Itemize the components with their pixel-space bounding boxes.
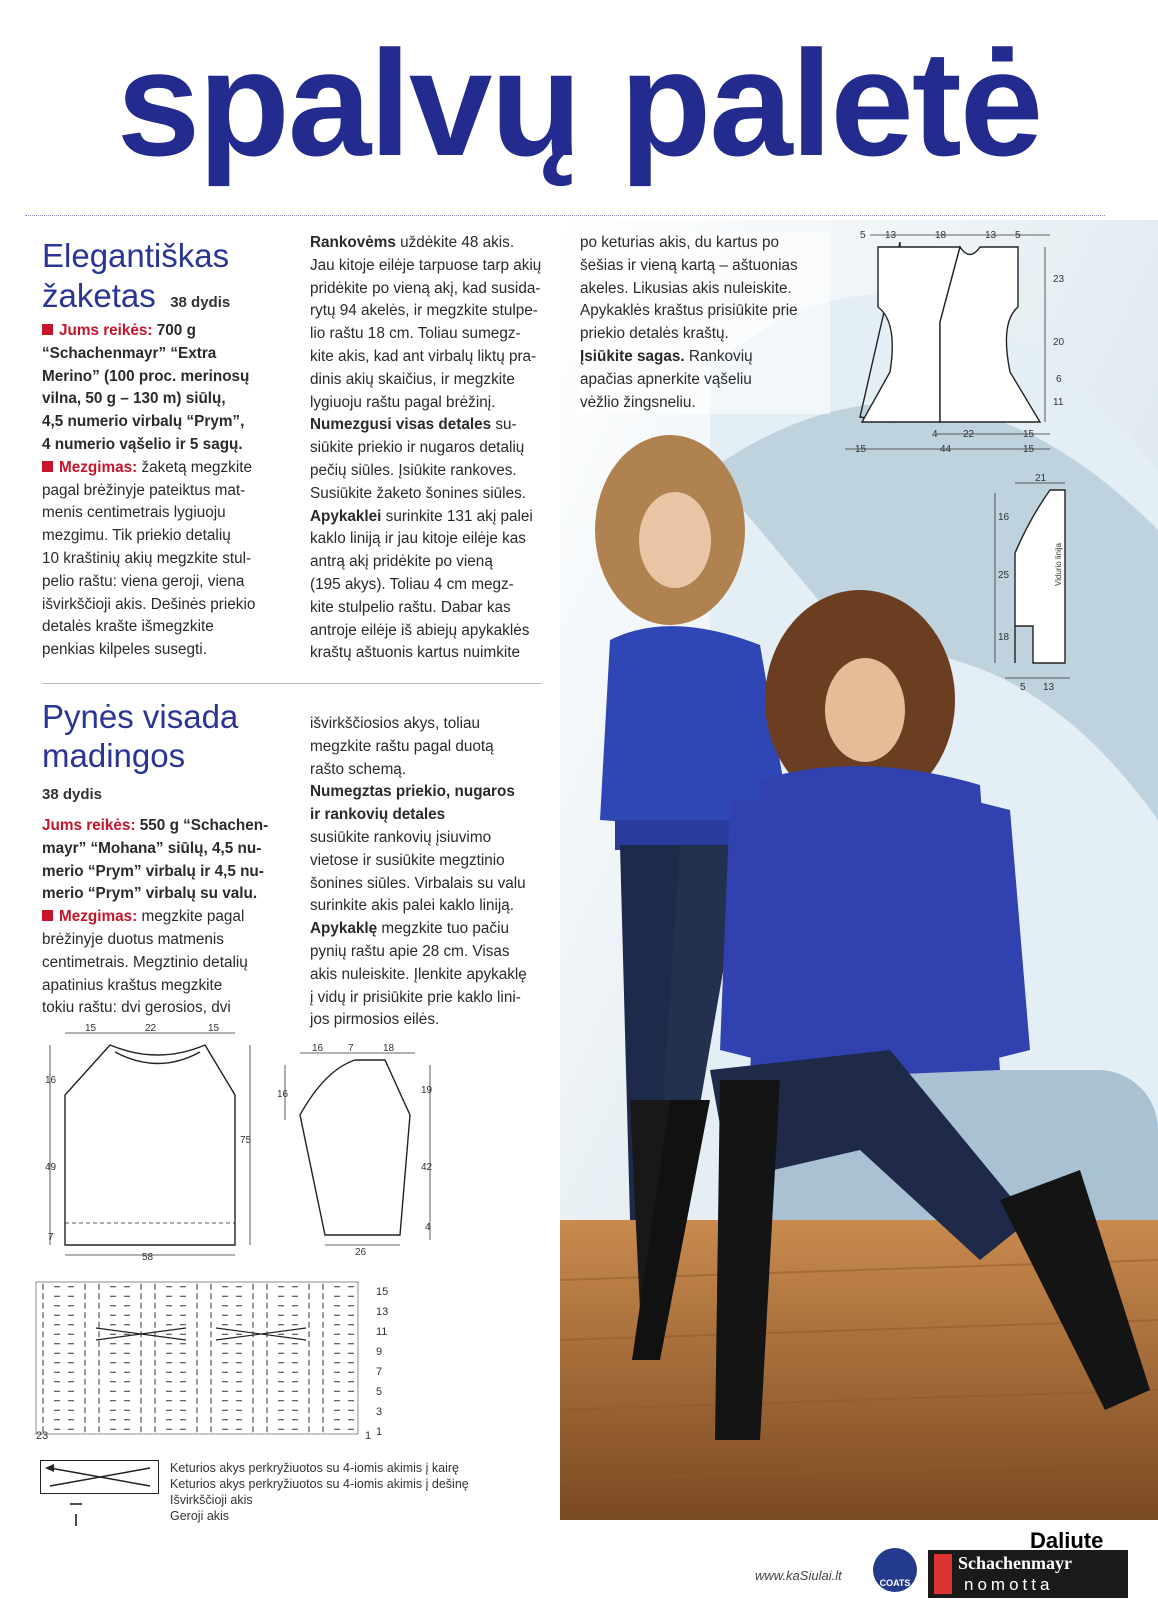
- text-line: jos pirmosios eilės.: [310, 1011, 440, 1029]
- text-line: antroje eilėje iš abiejų apykaklės: [310, 621, 530, 639]
- text-line: rytų 94 akelės, ir megzkite stulpe-: [310, 302, 538, 320]
- dim: 5: [860, 230, 866, 241]
- divider: [25, 215, 1105, 216]
- text-line: Apykaklę megzkite tuo pačiu: [310, 920, 509, 938]
- dim: 4: [425, 1222, 431, 1233]
- text-line: Jau kitoje eilėje tarpuose tarp akių: [310, 256, 542, 274]
- text-line: lio raštu 18 cm. Toliau sumegz-: [310, 325, 521, 343]
- text-line: priekio detalės kraštų.: [580, 325, 729, 343]
- text-line: pečių siūles. Įsiūkite rankoves.: [310, 461, 517, 479]
- text-line: vėžlio žingsneliu.: [580, 393, 696, 411]
- text-line: šonines siūles. Virbalais su valu: [310, 874, 526, 892]
- article1-title-line2-wrap: [42, 278, 230, 314]
- text-line: “Schachenmayr” “Extra: [42, 344, 217, 362]
- text-line: Merino” (100 proc. merinosų: [42, 367, 250, 385]
- chart-col-right: 1: [365, 1430, 372, 1442]
- sweater-body-diagram: [40, 1025, 270, 1265]
- dim: 13: [885, 230, 897, 241]
- text-line: vilna, 50 g – 130 m) siūlų,: [42, 390, 226, 408]
- dim: 7: [348, 1043, 354, 1054]
- dim: 25: [998, 570, 1010, 581]
- article1-size: 38 dydis: [170, 294, 231, 311]
- text-line: pridėkite po vieną akį, kad susida-: [310, 279, 541, 297]
- text-line: antrą akį pridėkite po vieną: [310, 553, 493, 571]
- text-line: susiūkite rankovių įsiuvimo: [310, 828, 492, 846]
- dim: 26: [355, 1247, 367, 1258]
- dim: 58: [142, 1252, 154, 1263]
- dim: 7: [48, 1232, 54, 1243]
- text-line: penkias kilpeles susegti.: [42, 641, 207, 659]
- dim: 20: [1053, 337, 1065, 348]
- dim: 13: [1043, 682, 1055, 693]
- row-label: 9: [376, 1346, 383, 1358]
- text-line: Jums reikės: 700 g: [42, 320, 292, 343]
- dim: 15: [1023, 429, 1035, 440]
- brand-name: Schachenmayr: [958, 1553, 1072, 1573]
- dim: 75: [240, 1135, 252, 1146]
- row-label: 5: [376, 1386, 383, 1398]
- legend-item: Keturios akys perkryžiuotos su 4-iomis akimis į dešinę: [170, 1477, 469, 1491]
- schachenmayr-logo: [928, 1550, 1128, 1598]
- text-line: detalės krašte išmegzkite: [42, 618, 214, 636]
- legend-item: Išvirkščioji akis: [170, 1493, 253, 1507]
- text-line: merio “Prym” virbalų ir 4,5 nu-: [42, 862, 264, 880]
- dim: 5: [1015, 230, 1021, 241]
- jacket-sleeve-diagram: [985, 473, 1105, 693]
- article2-col1: [42, 815, 292, 1020]
- text-line: akeles. Likusias akis nuleiskite.: [580, 279, 792, 297]
- dim: 18: [998, 632, 1010, 643]
- text-line: šešias ir vieną kartą – aštuonias: [580, 256, 798, 274]
- coats-logo-text: COATS: [879, 1578, 911, 1588]
- dim: 22: [145, 1023, 157, 1034]
- text-line: kite akis, kad ant virbalų liktų pra-: [310, 347, 537, 365]
- purl-symbol-icon: [70, 1496, 82, 1512]
- article2-title-line1: Pynės visada: [42, 698, 239, 735]
- row-label: 11: [376, 1326, 388, 1338]
- text-line: kaklo liniją ir jau kitoje eilėje kas: [310, 530, 526, 548]
- text-line: Numegztas priekio, nugaros ir rankovių detales: [310, 783, 515, 824]
- row-label: 7: [376, 1366, 383, 1378]
- dim: 22: [963, 429, 975, 440]
- text-line: 4,5 numerio virbalų “Prym”,: [42, 413, 245, 431]
- dim: 44: [940, 444, 952, 455]
- coats-logo: [873, 1548, 917, 1592]
- article2-size: 38 dydis: [42, 786, 103, 803]
- page-title: spalvų paletė: [116, 19, 1042, 187]
- text-line: Įsiūkite sagas. Rankovių: [580, 347, 753, 365]
- text-line: apatinius kraštus megzkite: [42, 976, 223, 994]
- text-line: kraštų aštuonis kartus nuimkite: [310, 644, 520, 662]
- article2-title-line2: madingos: [42, 737, 186, 774]
- text-line: 10 kraštinių akių megzkite stul-: [42, 549, 252, 567]
- text-line: į vidų ir prisiūkite prie kaklo lini-: [310, 988, 521, 1006]
- dim: 18: [935, 230, 947, 241]
- text-line: Apykaklei surinkite 131 akį palei: [310, 507, 533, 525]
- dim: 11: [1053, 397, 1064, 408]
- text-line: siūkite priekio ir nugaros detalių: [310, 439, 525, 457]
- text-line: centimetrais. Megztinio detalių: [42, 953, 248, 971]
- dim: 4: [932, 429, 938, 440]
- text-line: kite stulpelio raštu. Dabar kas: [310, 598, 511, 616]
- text-line: tokiu raštu: dvi gerosios, dvi: [42, 999, 231, 1017]
- text-line: (195 akys). Toliau 4 cm megz-: [310, 575, 514, 593]
- text-line: išvirkščioji akis. Dešinės priekio: [42, 595, 256, 613]
- text-line: Rankovėms uždėkite 48 akis.: [310, 234, 515, 251]
- text-line: mayr” “Mohana” siūlų, 4,5 nu-: [42, 839, 262, 857]
- knit-symbol-icon: [70, 1512, 82, 1528]
- dim: 16: [45, 1075, 57, 1086]
- dim: 15: [855, 444, 867, 455]
- text-line: pelio raštu: viena geroji, viena: [42, 572, 245, 590]
- row-label: 15: [376, 1286, 389, 1298]
- text-line: dinis akių skaičius, ir megzkite: [310, 370, 515, 388]
- dim: 21: [1035, 473, 1047, 484]
- text-line: 4 numerio vąšelio ir 5 sagų.: [42, 435, 243, 453]
- text-line: išvirkščiosios akys, toliau: [310, 715, 481, 732]
- text-line: Susiūkite žaketo šonines siūles.: [310, 484, 526, 502]
- text-line: brėžinyje duotus matmenis: [42, 930, 224, 948]
- text-line: mezgimu. Tik priekio detalių: [42, 527, 231, 545]
- dim: 5: [1020, 682, 1026, 693]
- dim: 18: [383, 1043, 395, 1054]
- logo-mark-icon: [934, 1554, 952, 1594]
- row-label: 1: [376, 1426, 383, 1438]
- row-label: 3: [376, 1406, 383, 1418]
- text-line: surinkite akis palei kaklo liniją.: [310, 897, 515, 915]
- dim: 15: [208, 1023, 220, 1034]
- text-line: pynių raštu apie 28 cm. Visas: [310, 942, 510, 960]
- dim: 16: [312, 1043, 324, 1054]
- text-line: apačias apnerkite vąšeliu: [580, 370, 752, 388]
- dim: 15: [1023, 444, 1035, 455]
- article2-col2: [310, 713, 555, 1032]
- dim: 15: [85, 1023, 97, 1034]
- text-line: pagal brėžinyje pateiktus mat-: [42, 481, 246, 499]
- chart-col-left: 23: [36, 1430, 49, 1442]
- footer-url[interactable]: www.kaSiulai.lt: [755, 1568, 842, 1583]
- dim: 19: [421, 1085, 433, 1096]
- jacket-body-diagram: [840, 222, 1090, 472]
- dim: 13: [985, 230, 997, 241]
- section-divider: [42, 683, 542, 684]
- text-line: akis nuleiskite. Įlenkite apykaklę: [310, 965, 527, 983]
- text-line: Apykaklės kraštus prisiūkite prie: [580, 302, 798, 320]
- dim: 16: [277, 1089, 289, 1100]
- signature: Daliute: [1030, 1528, 1104, 1553]
- dim: 49: [45, 1162, 57, 1173]
- text-line: menis centimetrais lygiuoju: [42, 504, 226, 522]
- dim: 42: [421, 1162, 433, 1173]
- text-line: Mezgimas: žaketą megzkite: [42, 457, 292, 480]
- text-line: vietose ir susiūkite megztinio: [310, 851, 505, 869]
- text-line: megzkite raštu pagal duotą: [310, 737, 494, 755]
- dim: 16: [998, 512, 1010, 523]
- article1-col3: [580, 232, 830, 414]
- text-line: rašto schemą.: [310, 760, 407, 778]
- text-line: po keturias akis, du kartus po: [580, 234, 779, 251]
- text-line: Mezgimas: megzkite pagal: [42, 906, 292, 929]
- chart-legend: [40, 1460, 500, 1528]
- article1-col1: [42, 320, 292, 662]
- cross-left-icon: [40, 1460, 160, 1494]
- center-line-label: Vidurio linija: [1054, 543, 1063, 586]
- text-line: merio “Prym” virbalų su valu.: [42, 885, 258, 903]
- text-line: lygiuoju raštu pagal brėžinį.: [310, 393, 496, 411]
- legend-item: Keturios akys perkryžiuotos su 4-iomis akimis į kairę: [170, 1461, 459, 1475]
- row-label: 13: [376, 1306, 389, 1318]
- article1-title-line2: žaketas: [42, 277, 156, 314]
- dim: 6: [1056, 374, 1062, 385]
- dim: 23: [1053, 274, 1065, 285]
- brand-subname: nomotta: [964, 1575, 1054, 1594]
- legend-item: Geroji akis: [170, 1509, 230, 1523]
- article1-title-line1: Elegantiškas: [42, 237, 230, 274]
- text-line: Numezgusi visas detales su-: [310, 416, 517, 434]
- sweater-sleeve-diagram: [275, 1045, 450, 1265]
- text-line: Jums reikės: 550 g “Schachen-: [42, 817, 269, 834]
- article1-col2: [310, 232, 560, 665]
